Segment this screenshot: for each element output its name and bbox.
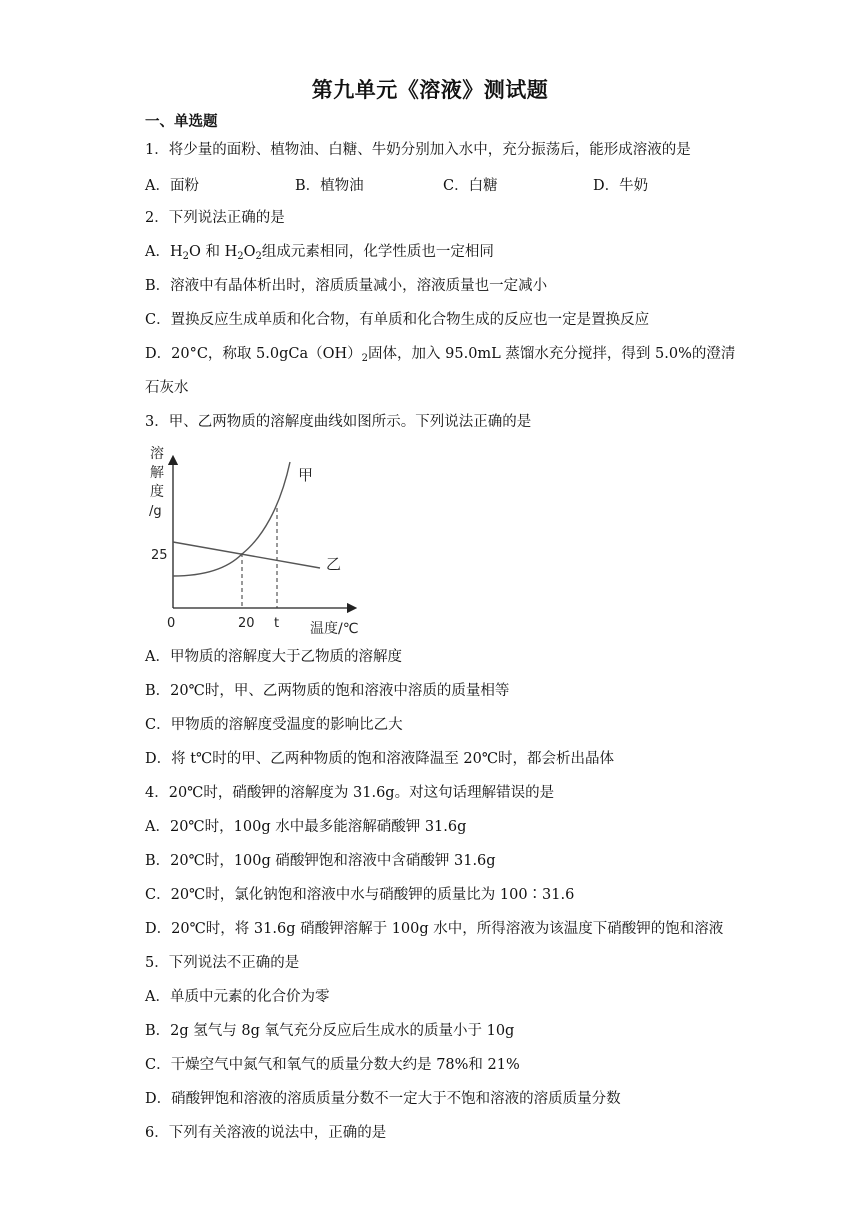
- x-tick-t: t: [274, 616, 280, 631]
- q3-option-a: A．甲物质的溶解度大于乙物质的溶解度: [145, 649, 402, 665]
- q2-a-sub-3: 2: [255, 251, 262, 262]
- q2-option-b: B．溶液中有晶体析出时，溶质质量减小，溶液质量也一定减小: [145, 278, 548, 294]
- q5-option-c: C．干燥空气中氮气和氧气的质量分数大约是 78%和 21%: [145, 1057, 520, 1073]
- q4-option-a: A．20℃时，100g 水中最多能溶解硝酸钾 31.6g: [145, 819, 467, 835]
- series-yi-label: 乙: [326, 555, 342, 573]
- question-2-stem: 2．下列说法正确的是: [145, 210, 285, 226]
- section-heading: 一、单选题: [145, 113, 218, 130]
- series-jia-label: 甲: [298, 466, 314, 484]
- q1-option-b: B．植物油: [295, 178, 364, 194]
- q3-option-b: B．20℃时，甲、乙两物质的饱和溶液中溶质的质量相等: [145, 683, 510, 699]
- q5-option-d: D．硝酸钾饱和溶液的溶质质量分数不一定大于不饱和溶液的溶质质量分数: [145, 1091, 621, 1107]
- q2-a-sub-1: 2: [182, 251, 189, 262]
- question-5-stem: 5．下列说法不正确的是: [145, 955, 300, 971]
- q4-option-b: B．20℃时，100g 硝酸钾饱和溶液中含硝酸钾 31.6g: [145, 853, 496, 869]
- q2-option-a: [145, 242, 494, 262]
- q2-a-mid2: O: [243, 244, 256, 260]
- question-3-stem: 3．甲、乙两物质的溶解度曲线如图所示。下列说法正确的是: [145, 414, 532, 430]
- y-label-char-2: 解: [150, 465, 164, 481]
- question-1-stem: 1．将少量的面粉、植物油、白糖、牛奶分别加入水中，充分振荡后，能形成溶液的是: [145, 142, 691, 158]
- series-yi-line: [173, 542, 320, 568]
- question-6-stem: 6．下列有关溶液的说法中，正确的是: [145, 1125, 387, 1141]
- q2-option-d: [145, 344, 735, 364]
- y-label-char-1: 溶: [150, 446, 164, 462]
- q2-a-sub-2: 2: [237, 251, 244, 262]
- q1-option-c: C．白糖: [443, 178, 498, 194]
- q4-option-c: C．20℃时，氯化钠饱和溶液中水与硝酸钾的质量比为 100∶31.6: [145, 887, 575, 903]
- q1-option-a: A．面粉: [145, 178, 199, 194]
- q2-a-mid: O 和 H: [189, 244, 238, 260]
- y-label-char-3: 度: [150, 484, 164, 500]
- x-tick-20: 20: [238, 616, 255, 631]
- q5-option-a: A．单质中元素的化合价为零: [145, 989, 330, 1005]
- page-title: 第九单元《溶液》测试题: [311, 77, 549, 102]
- q2-d-pre: D．20°C，称取 5.0gCa（OH）: [145, 346, 362, 362]
- y-tick-25: 25: [151, 548, 168, 563]
- q3-option-d: D．将 t℃时的甲、乙两种物质的饱和溶液降温至 20℃时，都会析出晶体: [145, 751, 615, 767]
- x-label: 温度/℃: [310, 621, 359, 637]
- q3-option-c: C．甲物质的溶解度受温度的影响比乙大: [145, 717, 403, 733]
- x-tick-0: 0: [167, 616, 176, 631]
- q2-d-post: 固体，加入 95.0mL 蒸馏水充分搅拌，得到 5.0%的澄清: [368, 346, 736, 362]
- q2-option-d-continued: 石灰水: [145, 380, 189, 396]
- q1-option-d: D．牛奶: [593, 178, 649, 194]
- solubility-chart: [140, 438, 370, 638]
- question-4-stem: 4．20℃时，硝酸钾的溶解度为 31.6g。对这句话理解错误的是: [145, 785, 555, 801]
- q4-option-d: D．20℃时，将 31.6g 硝酸钾溶解于 100g 水中，所得溶液为该温度下硝酸钾的饱和溶液: [145, 921, 724, 937]
- q2-option-c: C．置换反应生成单质和化合物，有单质和化合物生成的反应也一定是置换反应: [145, 312, 650, 328]
- q2-d-sub: 2: [361, 353, 369, 364]
- q5-option-b: B．2g 氢气与 8g 氧气充分反应后生成水的质量小于 10g: [145, 1023, 515, 1039]
- q2-a-pre: A．H: [145, 244, 183, 260]
- y-label-char-4: /g: [149, 504, 162, 519]
- q2-a-post: 组成元素相同，化学性质也一定相同: [261, 244, 494, 260]
